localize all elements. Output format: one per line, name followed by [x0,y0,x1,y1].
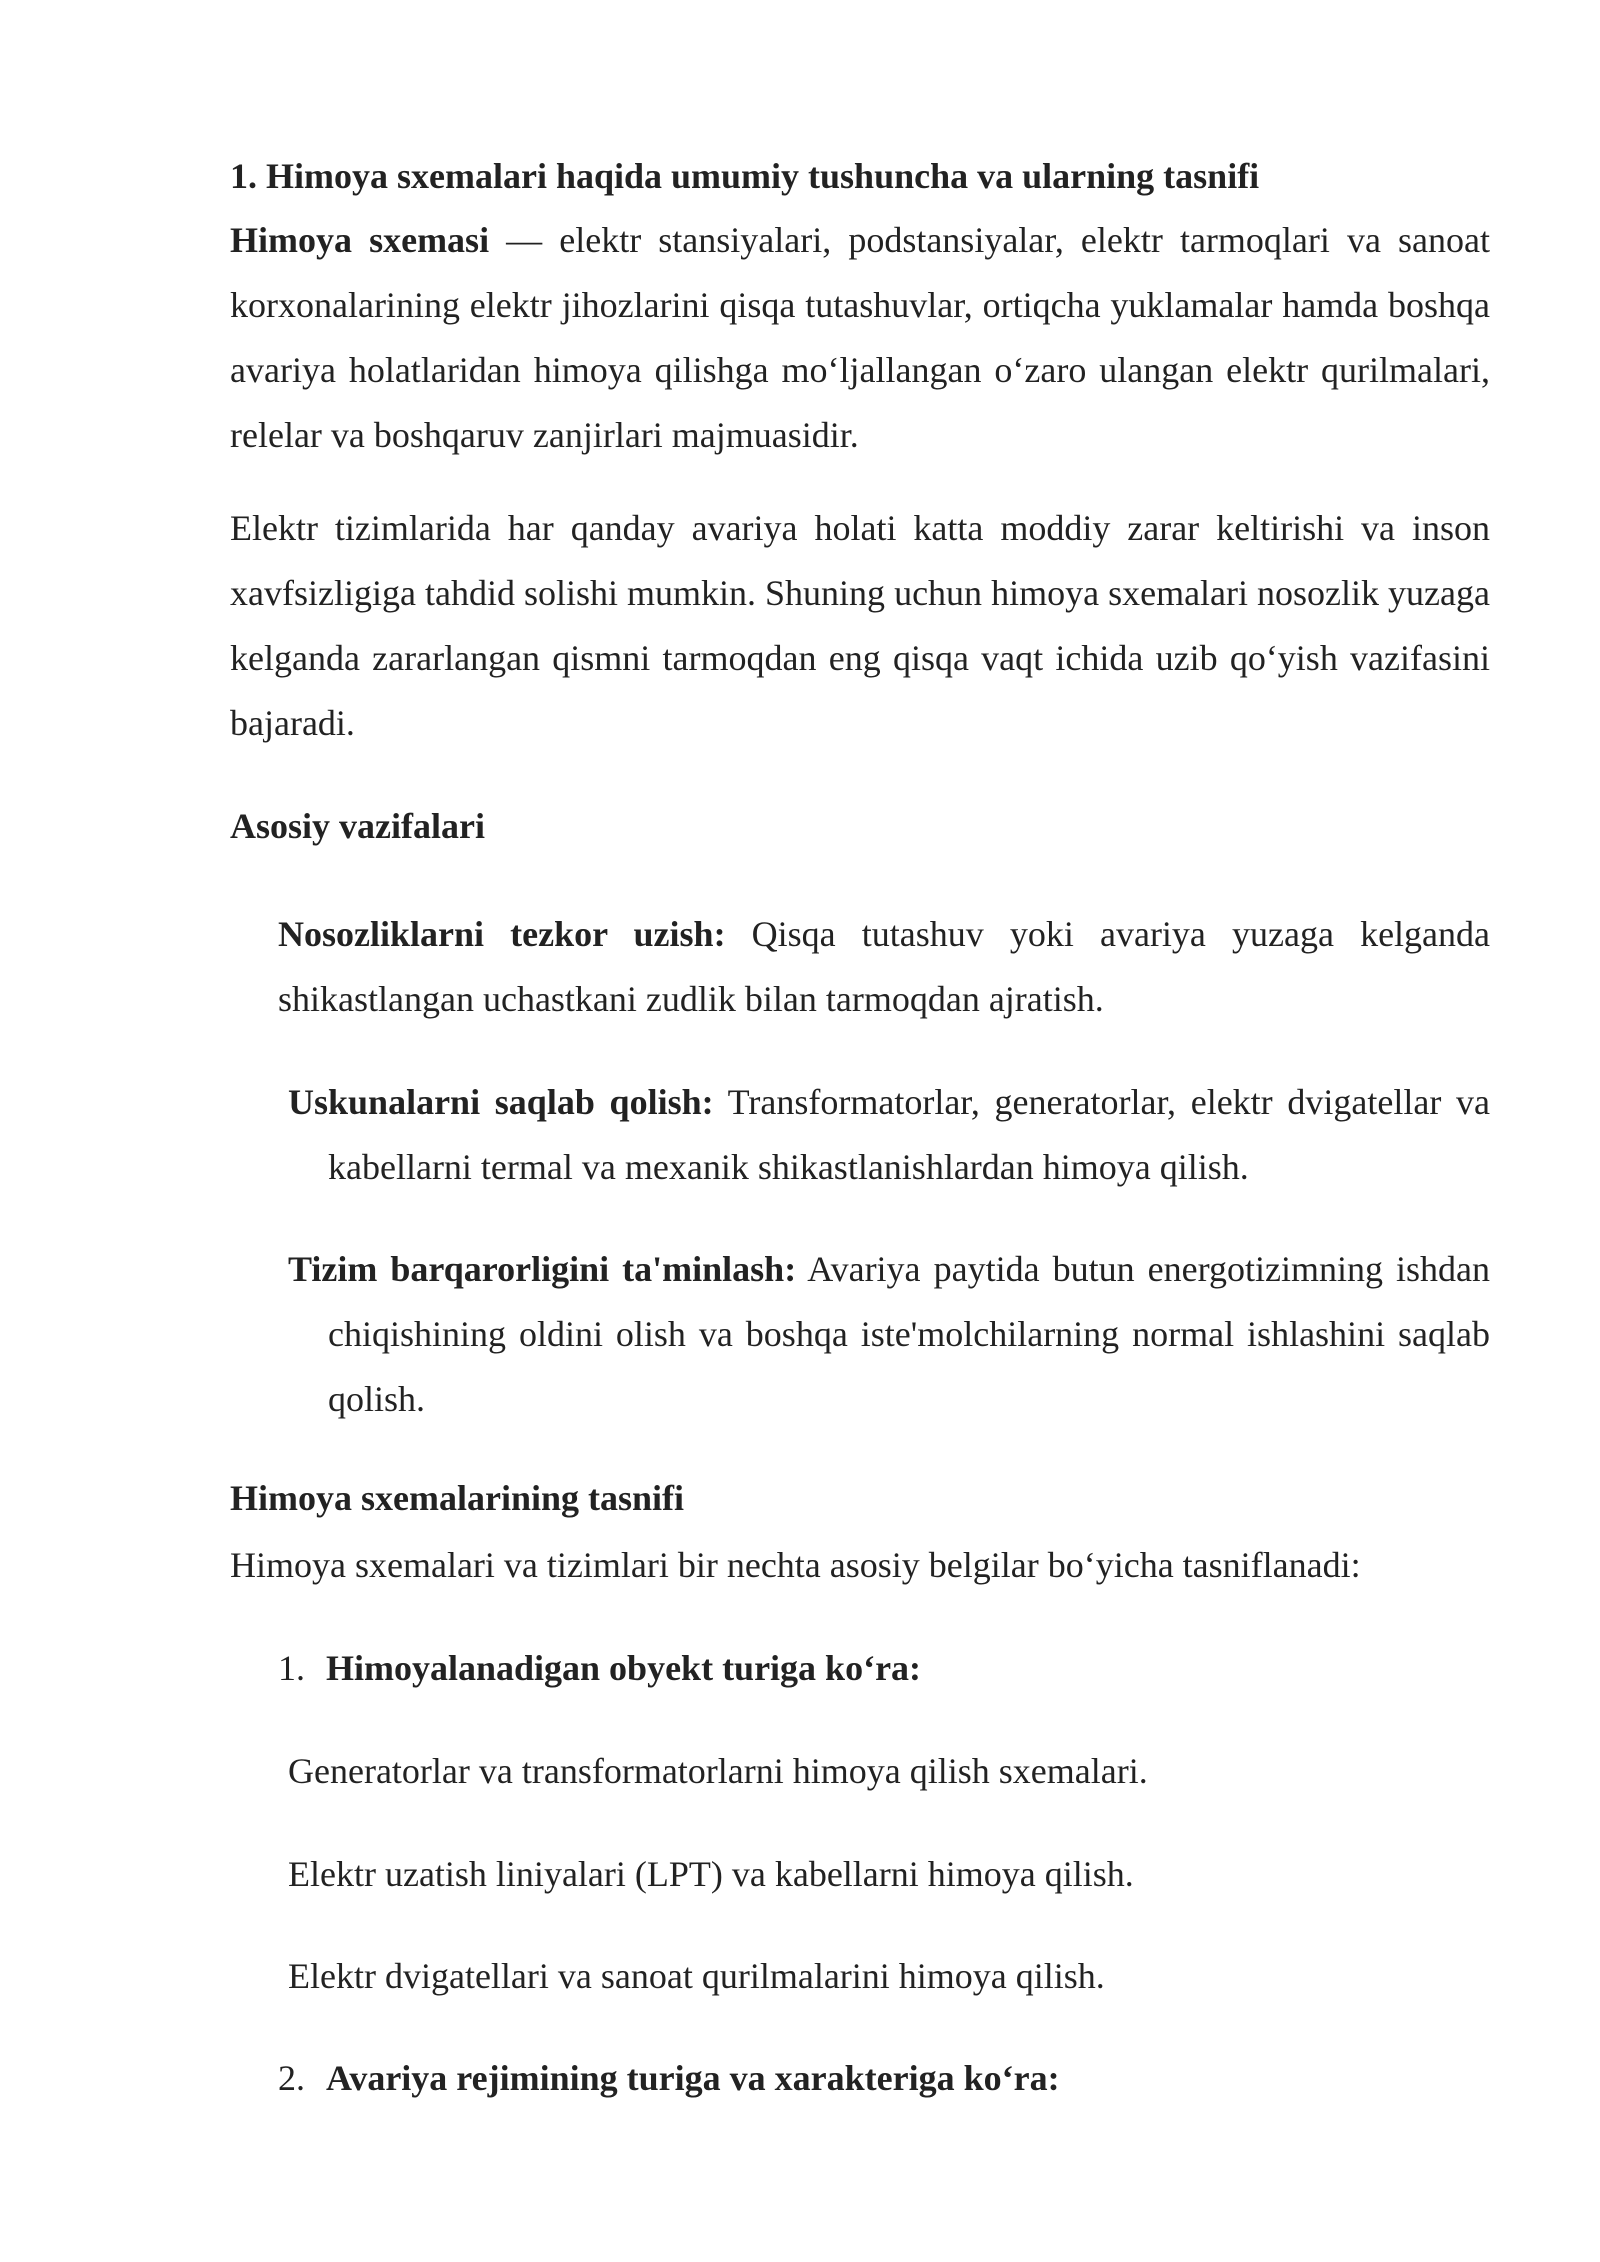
task-item-label: Nosozliklarni tezkor uzish: [278,914,726,954]
definition-term: Himoya sxemasi [230,220,490,260]
list-item: Elektr dvigatellari va sanoat qurilmalarini himoya qilish. [288,1956,1105,1996]
group-title: Himoyalanadigan obyekt turiga ko‘ra: [326,1648,922,1688]
task-item [278,902,1490,1032]
group-number: 1. [278,1648,305,1688]
task-item-label: Tizim barqarorligini ta'minlash: [288,1249,797,1289]
task-item [288,1237,1490,1432]
task-item-text: Qisqa tutashuv yoki avariya yuzaga kelganda shikastlangan uchastkani zudlik bilan tarmoqdan ajratish. [278,914,1490,1019]
list-item: Generatorlar va transformatorlarni himoya qilish sxemalari. [288,1751,1148,1791]
task-item [288,1070,1490,1200]
classification-group-title [278,2047,1490,2109]
definition-text: — elektr stansiyalari, podstansiyalar, elektr tarmoqlari va sanoat korxonalarining elektr jihozlarini qisqa tutashuvlar, ortiqcha yuklamalar hamda boshqa avariya holatlaridan himoya qilishga mo‘ljallangan o‘zaro ulangan elektr qurilmalari, relelar va boshqaruv zanjirlari majmuasidir. [230,220,1491,455]
intro-paragraph: Elektr tizimlarida har qanday avariya holati katta moddiy zarar keltirishi va inson xavfsizligiga tahdid solishi mumkin. Shuning uchun himoya sxemalari nosozlik yuzaga kelganda zararlangan qismni tarmoqdan eng qisqa vaqt ichida uzib qo‘yish vazifasini bajaradi. [230,508,1490,743]
section-title: 1. Himoya sxemalari haqida umumiy tushuncha va ularning tasnifi [230,156,1260,196]
group-number: 2. [278,2058,305,2098]
definition-paragraph [230,208,1490,468]
list-item: Elektr uzatish liniyalari (LPT) va kabellarni himoya qilish. [288,1854,1134,1894]
task-item-label: Uskunalarni saqlab qolish: [288,1082,714,1122]
classification-intro: Himoya sxemalari va tizimlari bir nechta asosiy belgilar bo‘yicha tasniflanadi: [230,1545,1361,1585]
group-title: Avariya rejimining turiga va xarakteriga ko‘ra: [326,2058,1060,2098]
classification-group-title [278,1637,1490,1699]
task-item-text: Transformatorlar, generatorlar, elektr dvigatellar va kabellarni termal va mexanik shikastlanishlardan himoya qilish. [328,1082,1490,1187]
tasks-heading: Asosiy vazifalari [230,806,485,846]
classification-heading: Himoya sxemalarining tasnifi [230,1478,685,1518]
task-item-text: Avariya paytida butun energotizimning ishdan chiqishining oldini olish va boshqa iste'molchilarning normal ishlashini saqlab qolish. [328,1249,1491,1419]
